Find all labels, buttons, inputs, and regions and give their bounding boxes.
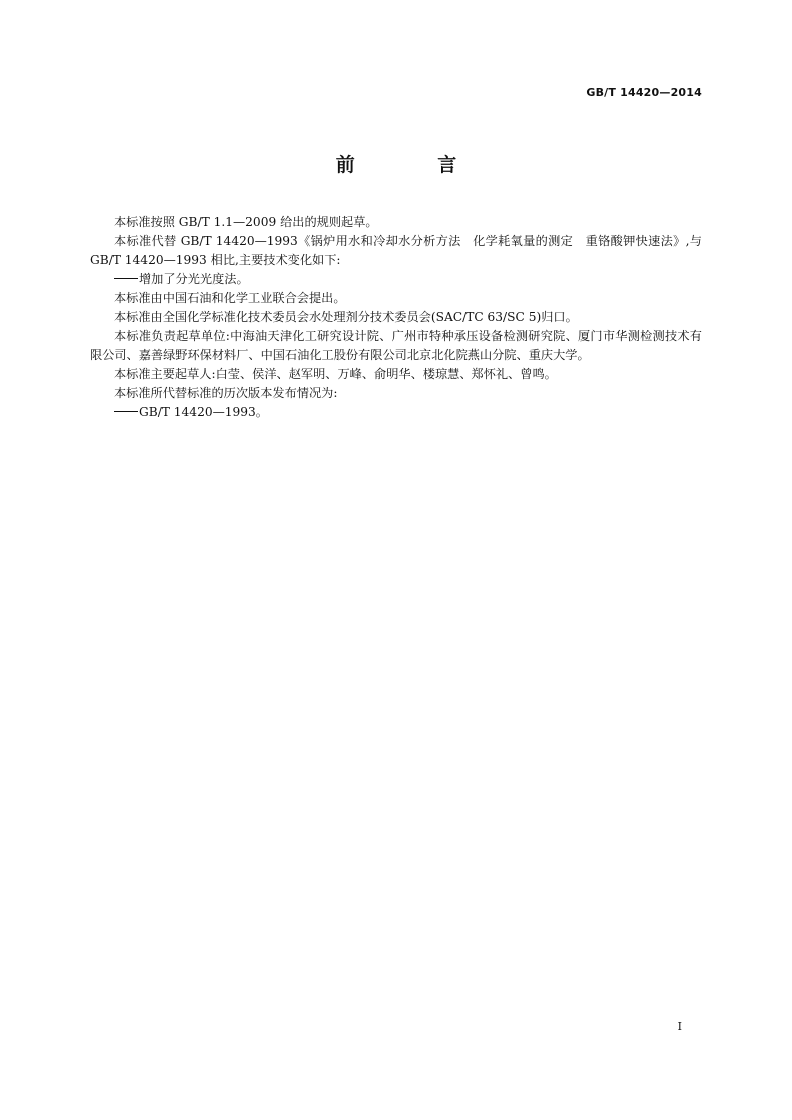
paragraph-drafters: 本标准主要起草人:白莹、侯洋、赵军明、万峰、俞明华、楼琼慧、郑怀礼、曾鸣。 [114, 367, 557, 381]
paragraph-replacement: 本标准代替 GB/T 14420—1993《锅炉用水和冷却水分析方法 化学耗氧量的测定 重铬酸钾快速法》,与 GB/T 14420—1993 相比,主要技术变化如下: [90, 234, 702, 267]
page-title: 前 言 [335, 154, 495, 176]
paragraph-drafting-units: 本标准负责起草单位:中海油天津化工研究设计院、广州市特种承压设备检测研究院、厦门市华测检测技术有限公司、嘉善绿野环保材料厂、中国石油化工股份有限公司北京北化院燕山分院、重庆大学。 [90, 329, 702, 362]
dash-mark [114, 411, 138, 412]
paragraph-history: 本标准所代替标准的历次版本发布情况为: [114, 386, 338, 400]
list-item-change [90, 270, 702, 289]
paragraph-proposer: 本标准由中国石油和化学工业联合会提出。 [114, 291, 346, 305]
standard-code: GB/T 14420—2014 [586, 86, 702, 99]
page-number: I [677, 1020, 682, 1033]
document-body [90, 213, 702, 422]
list-item-history [90, 403, 702, 422]
list-item-text: GB/T 14420—1993。 [139, 405, 268, 419]
dash-mark [114, 278, 138, 279]
paragraph-drafting-rules: 本标准按照 GB/T 1.1—2009 给出的规则起草。 [114, 215, 378, 229]
list-item-text: 增加了分光光度法。 [139, 272, 249, 286]
paragraph-committee: 本标准由全国化学标准化技术委员会水处理剂分技术委员会(SAC/TC 63/SC 5)归口。 [114, 310, 578, 324]
